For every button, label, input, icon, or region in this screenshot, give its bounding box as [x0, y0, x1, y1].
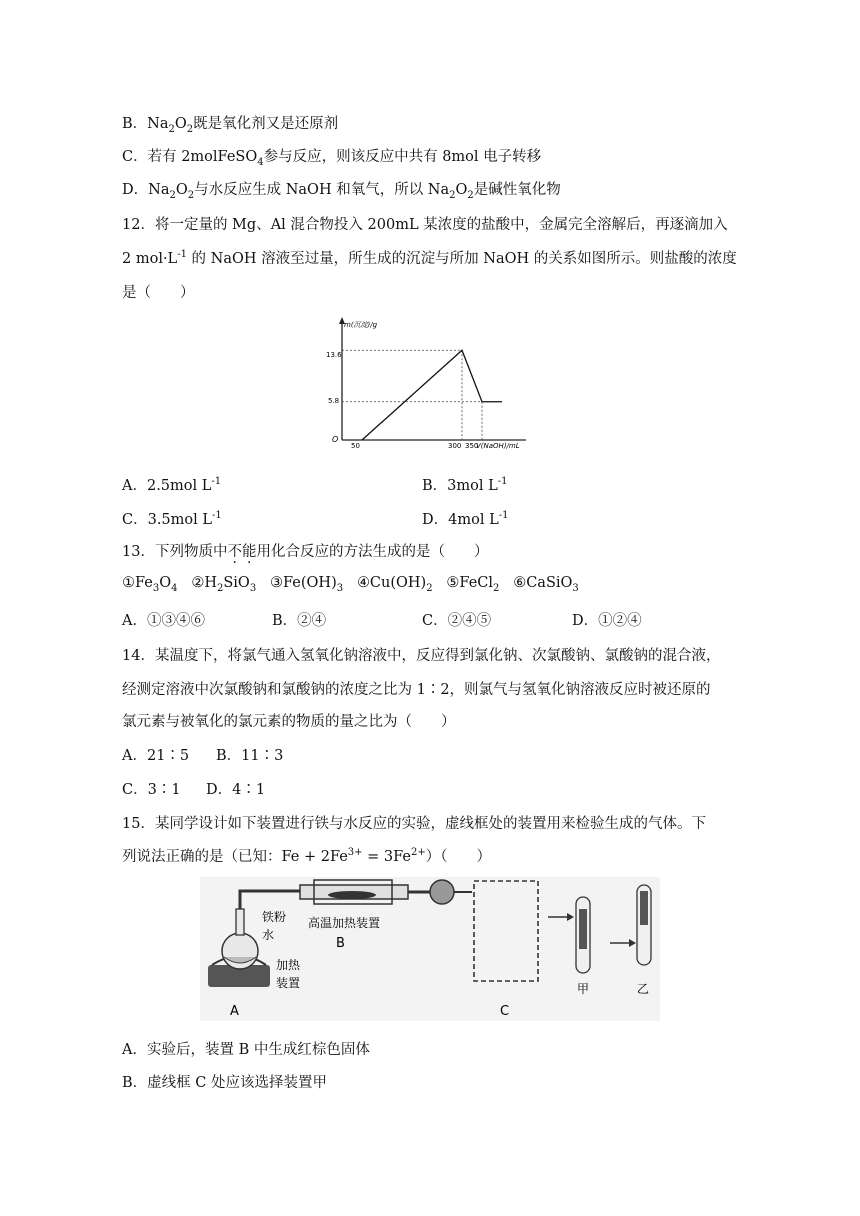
q12-line-3 [122, 281, 195, 302]
text: SiO [223, 575, 250, 591]
superscript: -1 [212, 510, 222, 522]
drying-bulb [430, 880, 454, 904]
delivery-tube [240, 891, 300, 909]
dashed-box-c [474, 881, 538, 981]
q12-option-d [422, 508, 508, 529]
text: B．Na [122, 116, 169, 132]
q14-line-2: 经测定溶液中次氯酸钠和氯酸钠的浓度之比为 1∶2，则氯气与氢氧化钠溶液反应时被还原的 [122, 682, 711, 698]
arrow-yi-head [629, 939, 636, 947]
superscript: -1 [497, 476, 508, 488]
emphasis-text: 能 [241, 544, 257, 560]
text: 既是氧化剂又是还原剂 [193, 116, 339, 132]
label-iron: 铁粉 [262, 910, 287, 924]
subscript: 2 [426, 582, 433, 594]
q14-option-a: A．21∶5 [122, 748, 190, 764]
q15-option-b: B．虚线框 C 处应该选择装置甲 [122, 1075, 327, 1091]
label-heat-a2: 装置 [276, 976, 301, 990]
text: ）（ ） [425, 849, 491, 865]
subscript: 3 [336, 582, 344, 594]
label-jia: 甲 [577, 982, 590, 996]
text: 参与反应，则该反应中共有 8mol 电子转移 [263, 149, 542, 165]
y-tick-label-2: 5.8 [328, 397, 340, 405]
subscript: 3 [152, 582, 160, 594]
q13-stem [122, 540, 488, 561]
subscript: 2 [449, 189, 456, 201]
text: = 3Fe [362, 849, 411, 865]
text: O [174, 116, 187, 132]
subscript: 2 [467, 189, 474, 201]
iron-powder [328, 891, 376, 899]
superscript: 2+ [411, 847, 426, 859]
text: ④Cu(OH) [356, 575, 427, 591]
subscript: 4 [257, 156, 264, 168]
text: D．Na [122, 182, 170, 198]
q13-option-b: B．②④ [272, 613, 327, 629]
text: 与水反应生成 NaOH 和氧气，所以 Na [194, 182, 450, 198]
text: 2 mol·L [122, 251, 178, 267]
label-heat-b: 高温加热装置 [308, 916, 381, 930]
q12-option-b [422, 474, 508, 495]
subscript: 3 [249, 582, 257, 594]
precipitate-curve [362, 350, 502, 440]
x-tick-label-1: 50 [351, 442, 360, 450]
emphasis-text: 不 [227, 544, 242, 560]
q14-option-b: B．11∶3 [216, 748, 284, 764]
text: 13．下列物质中 [122, 544, 228, 560]
label-b: B [336, 936, 345, 951]
superscript: -1 [177, 249, 187, 261]
x-tick-label-2: 300 [448, 442, 462, 450]
q13-option-c: C．②④⑤ [422, 613, 492, 629]
tube-jia-inner [579, 909, 587, 949]
q14-line-1: 14．某温度下，将氯气通入氢氧化钠溶液中，反应得到氯化钠、次氯酸钠、氯酸钠的混合液， [122, 648, 721, 664]
text: C．3.5mol L [122, 512, 213, 528]
q14-line-3: 氯元素与被氧化的氯元素的物质的量之比为（ ） [122, 714, 456, 730]
chart-marks [342, 350, 502, 440]
label-water: 水 [262, 928, 275, 942]
apparatus-figure [200, 877, 660, 1021]
text: 是（ ） [122, 285, 195, 301]
x-tick-label-3: 350 [465, 442, 479, 450]
q13-option-a: A．①③④⑥ [122, 613, 205, 629]
label-c: C [500, 1004, 510, 1019]
option-c-line [122, 145, 541, 168]
x-axis-label: V(NaOH)/mL [476, 442, 520, 450]
round-flask [222, 933, 258, 969]
text: 用化合反应的方法生成的是（ ） [256, 544, 489, 560]
text: 是碱性氧化物 [473, 182, 561, 198]
option-b-line [122, 112, 338, 135]
text: 列说法正确的是（已知：Fe + 2Fe [122, 849, 348, 865]
text: 的 NaOH 溶液至过量，所生成的沉淀与所加 NaOH 的关系如图所示。则盐酸的浓度 [186, 251, 737, 267]
origin-label: O [332, 435, 339, 444]
text: O [455, 182, 468, 198]
q12-option-c [122, 508, 222, 529]
label-heat-a1: 加热 [276, 958, 301, 972]
arrow-jia-head [567, 913, 574, 921]
superscript: 3+ [347, 847, 363, 859]
option-d-line [122, 178, 561, 201]
q15-line-2 [122, 845, 491, 866]
subscript: 2 [493, 582, 500, 594]
q12-line-2 [122, 247, 737, 268]
precipitate-chart [326, 312, 536, 452]
flask-neck [236, 909, 244, 935]
q12-line-1 [122, 213, 728, 234]
text: 12．将一定量的 Mg、Al 混合物投入 200mL 某浓度的盐酸中，金属完全溶解后，再逐滴加入 [122, 217, 728, 233]
q14-option-c: C．3∶1 [122, 782, 181, 798]
text: O [175, 182, 188, 198]
subscript: 2 [169, 189, 176, 201]
label-yi: 乙 [637, 982, 650, 996]
text: ②H [191, 575, 217, 591]
q12-option-a [122, 474, 221, 495]
y-tick-label-1: 13.6 [326, 351, 342, 359]
text: A．2.5mol L [122, 478, 212, 494]
y-axis-label: m(沉淀)/g [344, 321, 378, 329]
q15-line-1: 15．某同学设计如下装置进行铁与水反应的实验，虚线框处的装置用来检验生成的气体。下 [122, 816, 706, 832]
text: ⑥CaSiO [513, 575, 573, 591]
subscript: 2 [186, 123, 194, 135]
tube-yi-inner [640, 891, 648, 925]
text: D．4mol L [422, 512, 499, 528]
superscript: -1 [498, 510, 509, 522]
q13-items [122, 575, 579, 594]
subscript: 2 [187, 189, 195, 201]
text: ①Fe [122, 575, 153, 591]
text: B．3mol L [422, 478, 498, 494]
text: O [159, 575, 172, 591]
text: ⑤FeCl [446, 575, 494, 591]
q14-option-d: D．4∶1 [206, 782, 266, 798]
q15-option-a: A．实验后，装置 B 中生成红棕色固体 [122, 1042, 370, 1058]
q13-option-d: D．①②④ [572, 613, 642, 629]
superscript: -1 [211, 476, 222, 488]
text: ③Fe(OH) [270, 575, 337, 591]
subscript: 2 [216, 582, 224, 594]
subscript: 4 [171, 582, 178, 594]
label-a: A [230, 1004, 239, 1019]
subscript: 3 [572, 582, 579, 594]
text: C．若有 2molFeSO [122, 149, 258, 165]
subscript: 2 [168, 123, 175, 135]
